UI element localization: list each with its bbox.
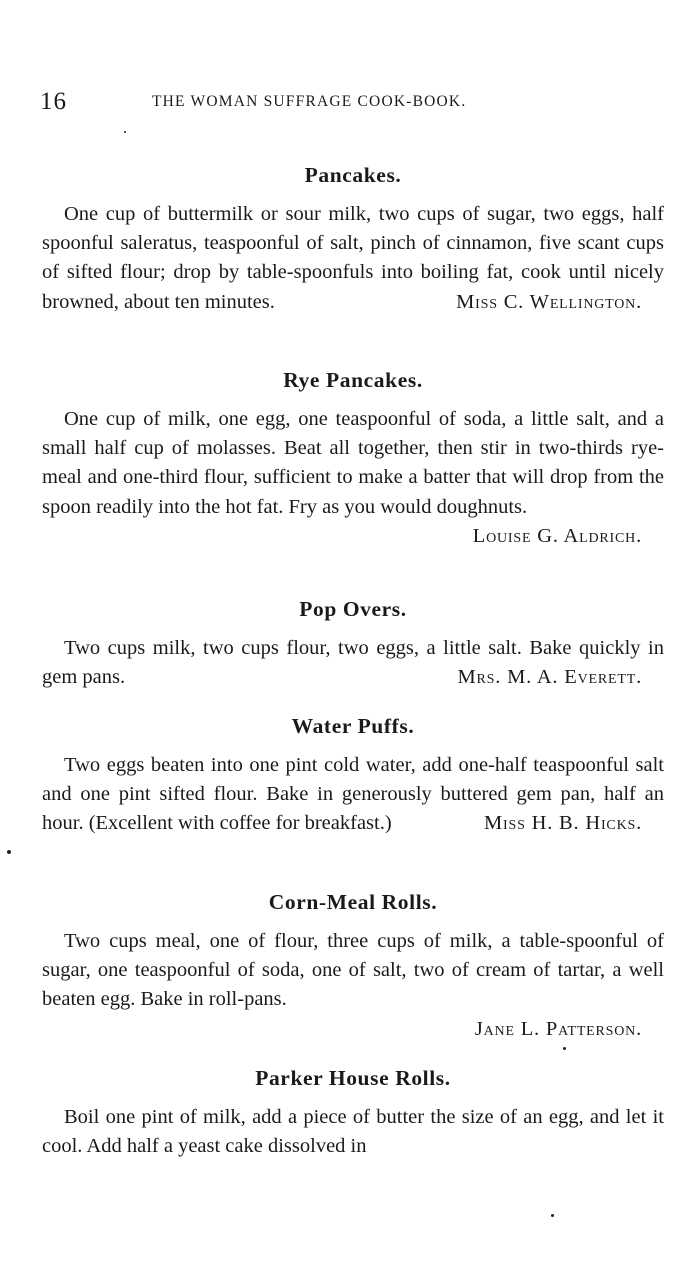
recipe-body: One cup of milk, one egg, one teaspoonful of soda, a little salt, and a small half cup of molasses. Beat all together, then stir in two-thirds rye-meal and one-third flour, sufficient to make a batter that will drop from the spoon readily into the hot fat. Fry as you would doughnuts. bbox=[42, 408, 664, 518]
recipe-corn-meal-rolls bbox=[42, 887, 664, 1044]
recipe-body bbox=[42, 634, 664, 692]
recipe-author: Mrs. M. A. Everett. bbox=[457, 666, 642, 689]
recipe-title: Pancakes. bbox=[304, 163, 402, 187]
print-speck bbox=[563, 1047, 566, 1050]
print-speck bbox=[551, 1214, 554, 1217]
recipe-parker-house-rolls bbox=[42, 1063, 664, 1161]
recipe-title: Pop Overs. bbox=[299, 597, 407, 621]
recipe-pancakes bbox=[42, 160, 664, 317]
recipe-title: Parker House Rolls. bbox=[255, 1066, 451, 1090]
recipe-title: Corn-Meal Rolls. bbox=[268, 890, 438, 914]
recipe-body: Boil one pint of milk, add a piece of butter the size of an egg, and let it cool. Add half a yeast cake dissolved in bbox=[42, 1106, 664, 1158]
print-speck bbox=[7, 850, 11, 854]
recipe-title: Water Puffs. bbox=[291, 714, 415, 738]
recipe-author: Miss H. B. Hicks. bbox=[484, 812, 642, 835]
recipe-author: Louise G. Aldrich. bbox=[472, 524, 642, 547]
print-speck bbox=[124, 131, 126, 133]
recipe-text: Two eggs beaten into one pint cold water, add one-half teaspoonful salt and one pint sifted flour. Bake in generously buttered gem pan, half an hour. (Excellent with coffee for breakfast.) bbox=[42, 754, 664, 835]
book-title: THE WOMAN SUFFRAGE COOK-BOOK. bbox=[152, 93, 467, 110]
recipe-body bbox=[42, 751, 664, 839]
recipe-body: Two cups meal, one of flour, three cups of milk, a table-spoonful of sugar, one teaspoonful of soda, one of salt, two of cream of tartar, a well beaten egg. Bake in roll-pans. bbox=[42, 930, 664, 1011]
running-head bbox=[40, 88, 660, 118]
recipe-rye-pancakes bbox=[42, 365, 664, 551]
page-number: 16 bbox=[40, 88, 67, 115]
recipe-title: Rye Pancakes. bbox=[283, 368, 423, 392]
recipe-text: One cup of buttermilk or sour milk, two cups of sugar, two eggs, half spoonful saleratus, teaspoonful of salt, pinch of cinnamon, five scant cups of sifted flour; drop by table-spoonfuls into boiling fat, cook until nicely browned, about ten minutes. bbox=[42, 203, 664, 313]
recipe-text: Two cups milk, two cups flour, two eggs, a little salt. Bake quickly in gem pans. bbox=[42, 637, 664, 689]
recipe-pop-overs bbox=[42, 594, 664, 692]
recipe-author: Jane L. Patterson. bbox=[474, 1017, 642, 1040]
recipe-author: Miss C. Wellington. bbox=[456, 290, 642, 313]
recipe-body bbox=[42, 200, 664, 317]
recipe-water-puffs bbox=[42, 711, 664, 839]
